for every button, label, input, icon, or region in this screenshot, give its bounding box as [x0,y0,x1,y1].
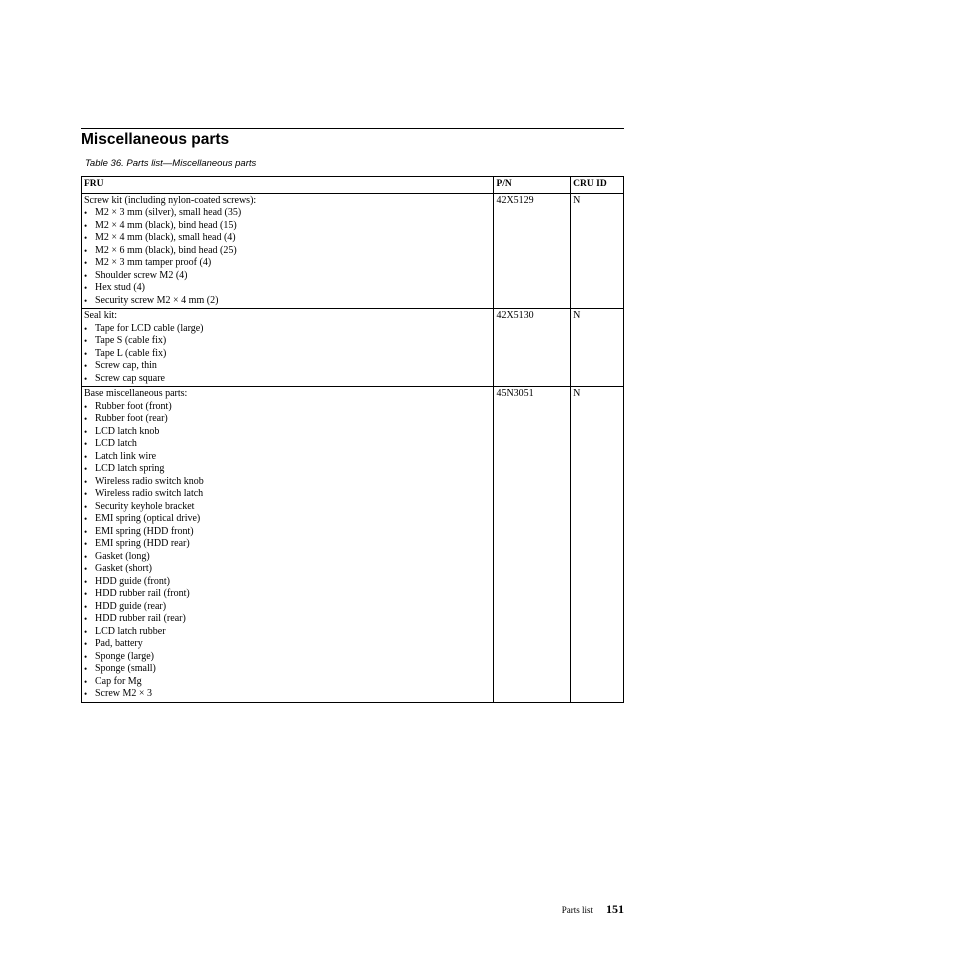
fru-group-title: Seal kit: [84,310,118,321]
list-item: • M2 × 4 mm (black), small head (4) [84,232,491,245]
list-item: • Gasket (short) [84,563,491,576]
list-item: • LCD latch spring [84,463,491,476]
table-row [82,309,624,387]
list-item: • Sponge (large) [84,651,491,664]
list-item: • Gasket (long) [84,551,491,564]
list-item: • LCD latch knob [84,426,491,439]
list-item: • Wireless radio switch knob [84,476,491,489]
part-number-cell: 45N3051 [494,387,571,703]
list-item: • Rubber foot (front) [84,401,491,414]
list-item: • M2 × 3 mm tamper proof (4) [84,257,491,270]
part-number-cell: 42X5129 [494,193,571,309]
list-item: • HDD rubber rail (front) [84,588,491,601]
list-item: • M2 × 3 mm (silver), small head (35) [84,207,491,220]
list-item: • Tape for LCD cable (large) [84,323,491,336]
list-item: • Security keyhole bracket [84,501,491,514]
header-pn: P/N [494,177,571,194]
list-item: • Screw cap, thin [84,360,491,373]
list-item: • HDD guide (front) [84,576,491,589]
list-item: • HDD rubber rail (rear) [84,613,491,626]
fru-cell [82,309,494,387]
table-caption: Table 36. Parts list—Miscellaneous parts [85,158,257,169]
list-item: • Sponge (small) [84,663,491,676]
list-item: • Screw cap square [84,373,491,386]
list-item: • M2 × 6 mm (black), bind head (25) [84,245,491,258]
list-item: • Rubber foot (rear) [84,413,491,426]
list-item: • Latch link wire [84,451,491,464]
cru-id-cell: N [571,309,624,387]
list-item: • Hex stud (4) [84,282,491,295]
table-body [82,193,624,702]
table-header-row [82,177,624,194]
list-item: • M2 × 4 mm (black), bind head (15) [84,220,491,233]
list-item: • Tape L (cable fix) [84,348,491,361]
list-item: • Shoulder screw M2 (4) [84,270,491,283]
table-row [82,193,624,309]
list-item: • Cap for Mg [84,676,491,689]
list-item: • EMI spring (optical drive) [84,513,491,526]
list-item: • EMI spring (HDD front) [84,526,491,539]
fru-item-list [84,401,491,701]
page-footer [562,900,624,918]
list-item: • HDD guide (rear) [84,601,491,614]
part-number-cell: 42X5130 [494,309,571,387]
fru-group-title: Base miscellaneous parts: [84,388,188,399]
list-item: • Tape S (cable fix) [84,335,491,348]
page-title: Miscellaneous parts [81,131,230,148]
fru-cell [82,193,494,309]
page-number: 151 [606,902,624,916]
parts-table [81,176,624,703]
cru-id-cell: N [571,387,624,703]
fru-item-list [84,207,491,307]
table-row [82,387,624,703]
list-item: • Pad, battery [84,638,491,651]
fru-group-title: Screw kit (including nylon-coated screws): [84,194,257,206]
footer-section-name: Parts list [561,905,593,915]
cru-id-cell: N [571,193,624,309]
header-cru-id: CRU ID [571,177,624,194]
list-item: • Wireless radio switch latch [84,488,491,501]
list-item: • Screw M2 × 3 [84,688,491,701]
list-item: • LCD latch rubber [84,626,491,639]
header-fru: FRU [82,177,494,194]
fru-item-list [84,323,491,386]
list-item: • LCD latch [84,438,491,451]
fru-cell [82,387,494,703]
list-item: • EMI spring (HDD rear) [84,538,491,551]
heading-rule [81,128,624,129]
list-item: • Security screw M2 × 4 mm (2) [84,295,491,308]
